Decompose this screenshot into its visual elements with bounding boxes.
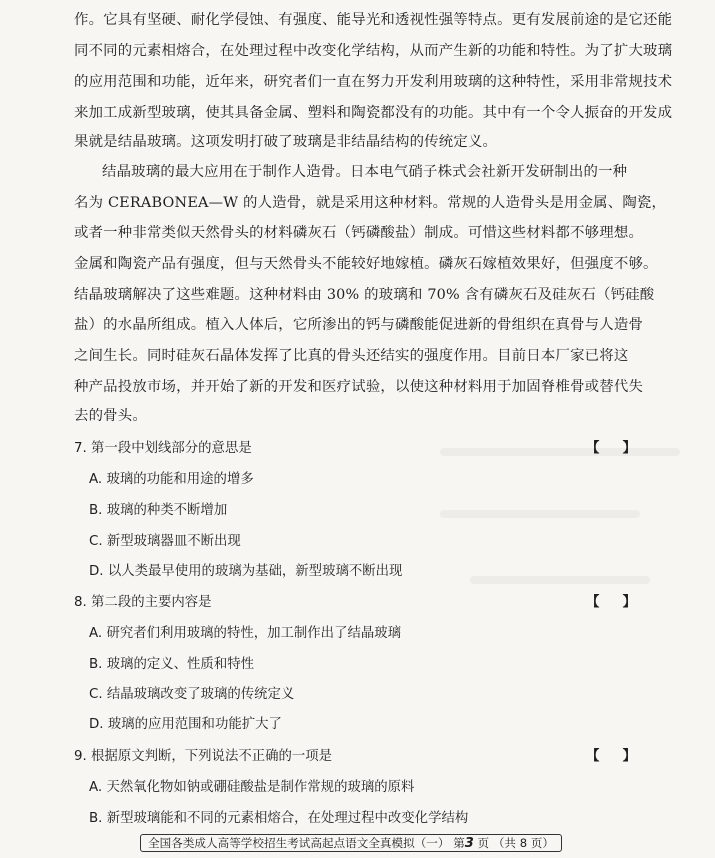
question-stem: 7. 第一段中划线部分的意思是 [74, 441, 252, 456]
passage-line: 之间生长。同时硅灰石晶体发挥了比真的骨头还结实的强度作用。目前日本厂家已将这 [74, 348, 629, 364]
passage-line: 名为 CERABONEA—W 的人造骨，就是采用这种材料。常规的人造骨头是用金属、陶瓷， [74, 195, 667, 211]
option-d: D. 玻璃的应用范围和功能扩大了 [89, 717, 282, 732]
option-a: A. 天然氧化物如钠或硼硅酸盐是制作常规的玻璃的原料 [89, 780, 415, 795]
option-d: D. 以人类最早使用的玻璃为基础，新型玻璃不断出现 [89, 564, 403, 579]
question-stem: 8. 第二段的主要内容是 [74, 595, 212, 610]
passage-line: 结晶玻璃解决了这些难题。这种材料由 30% 的玻璃和 70% 含有磷灰石及硅灰石（钙硅酸 [74, 287, 655, 303]
answer-bracket[interactable] [586, 440, 636, 458]
passage-line: 去的骨头。 [74, 408, 147, 424]
footer-total-pages: （共 8 页） [492, 836, 554, 850]
passage-line: 盐）的水晶所组成。植入人体后，它所渗出的钙与磷酸能促进新的骨组织在真骨与人造骨 [74, 317, 644, 333]
question-stem: 9. 根据原文判断，下列说法不正确的一项是 [74, 749, 333, 764]
passage-line: 种产品投放市场，并开始了新的开发和医疗试验，以使这种材料用于加固脊椎骨或替代失 [74, 379, 644, 395]
passage-line: 金属和陶瓷产品有强度，但与天然骨头不能较好地嫁植。磷灰石嫁植效果好，但强度不够。 [74, 256, 658, 272]
option-c: C. 新型玻璃器皿不断出现 [89, 534, 241, 549]
option-b: B. 玻璃的种类不断增加 [89, 503, 228, 518]
option-b: B. 新型玻璃能和不同的元素相熔合，在处理过程中改变化学结构 [89, 811, 469, 826]
bracket-open: 【 [586, 595, 600, 610]
bracket-open: 【 [586, 749, 600, 764]
option-a: A. 研究者们利用玻璃的特性，加工制作出了结晶玻璃 [89, 626, 402, 641]
bracket-close: 】 [622, 749, 636, 764]
answer-bracket[interactable] [586, 748, 636, 766]
passage-line: 结晶玻璃的最大应用在于制作人造骨。日本电气硝子株式会社新开发研制出的一种 [102, 164, 628, 180]
footer-page-suffix: 页 [477, 836, 490, 850]
option-b: B. 玻璃的定义、性质和特性 [89, 657, 254, 672]
passage-line: 来加工成新型玻璃，使其具备金属、塑料和陶瓷都没有的功能。其中有一个令人振奋的开发成 [74, 105, 673, 121]
bracket-close: 】 [622, 595, 636, 610]
bracket-open: 【 [586, 441, 600, 456]
passage-line: 的应用范围和功能，近年来，研究者们一直在努力开发利用玻璃的这种特性，采用非常规技术 [74, 74, 673, 90]
answer-bracket[interactable] [586, 594, 636, 612]
passage-line: 果就是结晶玻璃。这项发明打破了玻璃是非结晶结构的传统定义。 [74, 134, 498, 150]
passage-line: 或者一种非常类似天然骨头的材料磷灰石（钙磷酸盐）制成。可惜这些材料都不够理想。 [74, 225, 644, 241]
footer-page-prefix: 第 [453, 836, 465, 850]
option-a: A. 玻璃的功能和用途的增多 [89, 472, 254, 487]
passage-line: 同不同的元素相熔合，在处理过程中改变化学结构，从而产生新的功能和特性。为了扩大玻璃 [74, 43, 673, 59]
footer-title: 全国各类成人高等学校招生考试高起点语文全真模拟（一） [148, 836, 450, 850]
page-footer [140, 834, 562, 852]
footer-page-number: 3 [464, 836, 474, 851]
passage-line: 作。它具有坚硬、耐化学侵蚀、有强度、能导光和透视性强等特点。更有发展前途的是它还能 [74, 12, 673, 28]
bracket-close: 】 [622, 441, 636, 456]
option-c: C. 结晶玻璃改变了玻璃的传统定义 [89, 687, 295, 702]
